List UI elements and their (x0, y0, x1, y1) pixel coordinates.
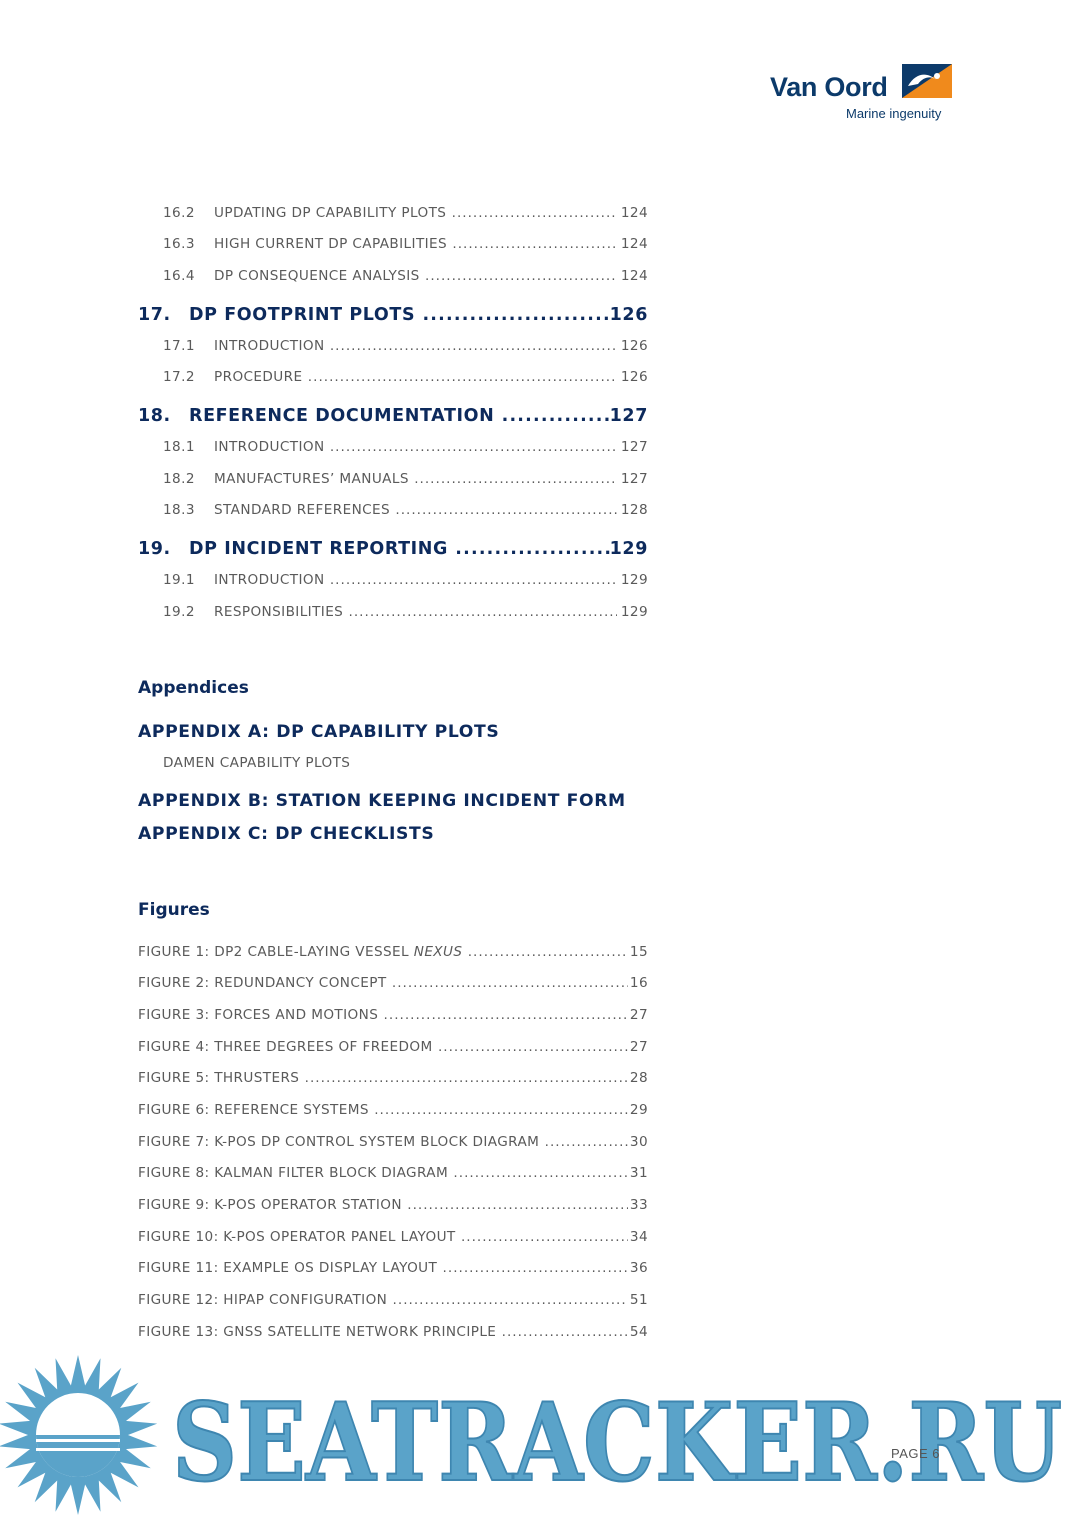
section-number: 16.2 (163, 205, 195, 221)
appendix-a-link[interactable]: APPENDIX A: DP CAPABILITY PLOTS (138, 722, 500, 742)
section-number: 18.2 (163, 471, 195, 487)
page-number: 129 (609, 539, 648, 559)
logo-name: Van Oord (770, 72, 888, 102)
chapter-number: 17. (138, 305, 171, 325)
page-number: 127 (620, 439, 648, 455)
section-title: INTRODUCTION ..... (214, 338, 617, 354)
section-number: 19.2 (163, 604, 195, 620)
toc-chapter-row[interactable] (138, 305, 648, 329)
figure-title: FIGURE 6: REFERENCE SYSTEMS ..... (138, 1102, 628, 1118)
page-number: 33 (629, 1197, 648, 1213)
page-number: 128 (620, 502, 648, 518)
figure-title: FIGURE 7: K-POS DP CONTROL SYSTEM BLOCK DIAGRAM ..... (138, 1134, 628, 1150)
figure-title: FIGURE 12: HIPAP CONFIGURATION ..... (138, 1292, 628, 1308)
toc-section-row[interactable] (138, 205, 648, 225)
figure-title: FIGURE 4: THREE DEGREES OF FREEDOM ..... (138, 1039, 628, 1055)
page-number: 27 (629, 1039, 648, 1055)
page-number: 126 (609, 305, 648, 325)
toc-section-row[interactable] (138, 604, 648, 624)
appendices-heading: Appendices (138, 678, 249, 698)
page-number-footer: PAGE 6 (891, 1446, 941, 1461)
section-number: 18.1 (163, 439, 195, 455)
figure-row[interactable] (138, 1039, 648, 1059)
toc-section-row[interactable] (138, 338, 648, 358)
figure-title-italic: NEXUS (413, 944, 463, 960)
chapter-title: DP FOOTPRINT PLOTS ..... (189, 305, 610, 325)
figure-row[interactable] (138, 1292, 648, 1312)
figure-title: FIGURE 9: K-POS OPERATOR STATION ..... (138, 1197, 628, 1213)
page-number: 124 (620, 205, 648, 221)
page-number: 124 (620, 236, 648, 252)
chapter-title: REFERENCE DOCUMENTATION ..... (189, 406, 610, 426)
section-title: DP CONSEQUENCE ANALYSIS ..... (214, 268, 617, 284)
toc-section-row[interactable] (138, 572, 648, 592)
figure-title: FIGURE 13: GNSS SATELLITE NETWORK PRINCIPLE ..... (138, 1324, 628, 1340)
section-number: 17.1 (163, 338, 195, 354)
section-number: 18.3 (163, 502, 195, 518)
figure-row[interactable] (138, 944, 648, 964)
section-title: INTRODUCTION ..... (214, 572, 617, 588)
appendix-subitem[interactable]: DAMEN CAPABILITY PLOTS (163, 755, 351, 771)
figure-title: FIGURE 2: REDUNDANCY CONCEPT ..... (138, 975, 628, 991)
watermark-text: SEATRACKER.RU (172, 1380, 1062, 1506)
watermark (0, 1355, 1080, 1515)
figure-row[interactable] (138, 1229, 648, 1249)
figure-title: FIGURE 10: K-POS OPERATOR PANEL LAYOUT ..... (138, 1229, 628, 1245)
section-number: 16.4 (163, 268, 195, 284)
figure-row[interactable] (138, 1197, 648, 1217)
section-number: 16.3 (163, 236, 195, 252)
figure-title: FIGURE 3: FORCES AND MOTIONS ..... (138, 1007, 628, 1023)
page-number: 27 (629, 1007, 648, 1023)
toc-section-row[interactable] (138, 369, 648, 389)
toc-chapter-row[interactable] (138, 406, 648, 430)
page-number: 129 (620, 572, 648, 588)
section-number: 17.2 (163, 369, 195, 385)
toc-section-row[interactable] (138, 236, 648, 256)
company-logo (770, 62, 956, 124)
chapter-title: DP INCIDENT REPORTING ..... (189, 539, 610, 559)
figure-row[interactable] (138, 975, 648, 995)
page-number: 34 (629, 1229, 648, 1245)
toc-chapter-row[interactable] (138, 539, 648, 563)
page-number: 28 (629, 1070, 648, 1086)
toc-section-row[interactable] (138, 502, 648, 522)
page-number: 15 (629, 944, 648, 960)
section-title: PROCEDURE ..... (214, 369, 617, 385)
figure-title: FIGURE 5: THRUSTERS ..... (138, 1070, 628, 1086)
figure-row[interactable] (138, 1165, 648, 1185)
toc-section-row[interactable] (138, 471, 648, 491)
figure-row[interactable] (138, 1134, 648, 1154)
chapter-number: 18. (138, 406, 171, 426)
logo-mark-icon (902, 64, 952, 98)
section-title: STANDARD REFERENCES ..... (214, 502, 617, 518)
sun-burst-icon (0, 1355, 157, 1515)
page-number: 127 (609, 406, 648, 426)
section-title: RESPONSIBILITIES ..... (214, 604, 617, 620)
section-title: INTRODUCTION ..... (214, 439, 617, 455)
page-number: 129 (620, 604, 648, 620)
page-number: 16 (629, 975, 648, 991)
page-number: 31 (629, 1165, 648, 1181)
section-title: HIGH CURRENT DP CAPABILITIES ..... (214, 236, 617, 252)
figure-row[interactable] (138, 1260, 648, 1280)
appendix-c-link[interactable]: APPENDIX C: DP CHECKLISTS (138, 824, 435, 844)
page-number: 126 (620, 369, 648, 385)
toc-section-row[interactable] (138, 268, 648, 288)
figures-heading: Figures (138, 900, 210, 920)
figure-title: FIGURE 8: KALMAN FILTER BLOCK DIAGRAM ..... (138, 1165, 628, 1181)
page-number: 124 (620, 268, 648, 284)
page-number: 36 (629, 1260, 648, 1276)
figure-row[interactable] (138, 1102, 648, 1122)
section-title: MANUFACTURES’ MANUALS ..... (214, 471, 617, 487)
appendix-b-link[interactable]: APPENDIX B: STATION KEEPING INCIDENT FORM (138, 791, 626, 811)
logo-tagline: Marine ingenuity (846, 106, 942, 121)
figure-title: FIGURE 1: DP2 CABLE-LAYING VESSEL NEXUS ..... (138, 944, 628, 960)
figure-row[interactable] (138, 1070, 648, 1090)
figure-row[interactable] (138, 1324, 648, 1344)
chapter-number: 19. (138, 539, 171, 559)
section-title: UPDATING DP CAPABILITY PLOTS ..... (214, 205, 617, 221)
page-number: 127 (620, 471, 648, 487)
section-number: 19.1 (163, 572, 195, 588)
figure-row[interactable] (138, 1007, 648, 1027)
toc-section-row[interactable] (138, 439, 648, 459)
page-number: 54 (629, 1324, 648, 1340)
page-number: 29 (629, 1102, 648, 1118)
page-number: 126 (620, 338, 648, 354)
figure-title: FIGURE 11: EXAMPLE OS DISPLAY LAYOUT ..... (138, 1260, 628, 1276)
page-number: 30 (629, 1134, 648, 1150)
page-number: 51 (629, 1292, 648, 1308)
